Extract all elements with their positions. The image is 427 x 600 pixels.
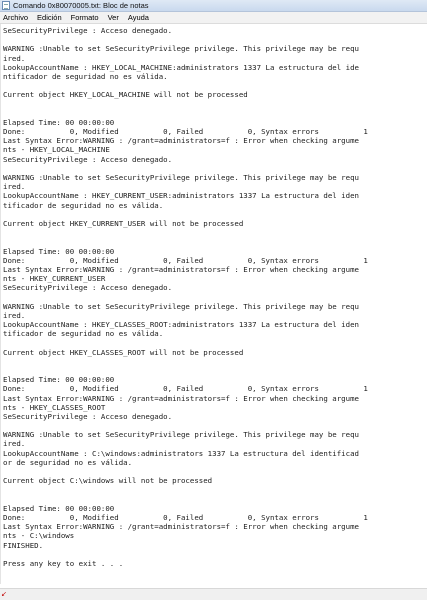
window-title: Comando 0x80070005.txt: Bloc de notas <box>13 1 149 10</box>
title-bar <box>0 0 427 12</box>
document-text[interactable]: SeSecurityPrivilege : Acceso denegado. WARNING :Unable to set SeSecurityPrivilege privilege. This privilege may be requ ired. LookupAccountName : HKEY_LOCAL_MACHINE:administrators 1337 La estructura del ide ntificador de seguridad no es válida. Current object HKEY_LOCAL_MACHINE will not be processed Elapsed Time: 00 00:00:00 Done: 0, Modified 0, Failed 0, Syntax errors 1 Last Syntax Error:WARNING : /grant=administrators=f : Error when checking argume nts - HKEY_LOCAL_MACHINE SeSecurityPrivilege : Acceso denegado. WARNING :Unable to set SeSecurityPrivilege privilege. This privilege may be requ ired. LookupAccountName : HKEY_CURRENT_USER:administrators 1337 La estructura del iden tificador de seguridad no es válida. Current object HKEY_CURRENT_USER will not be processed Elapsed Time: 00 00:00:00 Done: 0, Modified 0, Failed 0, Syntax errors 1 Last Syntax Error:WARNING : /grant=administrators=f : Error when checking argume nts - HKEY_CURRENT_USER SeSecurityPrivilege : Acceso denegado. WARNING :Unable to set SeSecurityPrivilege privilege. This privilege may be requ ired. LookupAccountName : HKEY_CLASSES_ROOT:administrators 1337 La estructura del iden tificador de seguridad no es válida. Current object HKEY_CLASSES_ROOT will not be processed Elapsed Time: 00 00:00:00 Done: 0, Modified 0, Failed 0, Syntax errors 1 Last Syntax Error:WARNING : /grant=administrators=f : Error when checking argume nts - HKEY_CLASSES_ROOT SeSecurityPrivilege : Acceso denegado. WARNING :Unable to set SeSecurityPrivilege privilege. This privilege may be requ ired. LookupAccountName : C:\windows:administrators 1337 La estructura del identificad or de seguridad no es válida. Current object C:\windows will not be processed Elapsed Time: 00 00:00:00 Done: 0, Modified 0, Failed 0, Syntax errors 1 Last Syntax Error:WARNING : /grant=administrators=f : Error when checking argume nts - C:\windows FINISHED. Press any key to exit . . . <box>3 26 368 568</box>
corner-arrow-icon: ↙ <box>1 590 7 598</box>
menu-formato[interactable]: Formato <box>70 13 99 22</box>
status-bar <box>0 588 427 600</box>
menu-ayuda[interactable]: Ayuda <box>127 13 149 22</box>
text-editor-area[interactable] <box>0 24 427 584</box>
notepad-icon <box>2 1 10 10</box>
menu-archivo[interactable]: Archivo <box>3 13 29 22</box>
menu-bar <box>0 12 427 24</box>
menu-edicion[interactable]: Edición <box>37 13 62 22</box>
menu-ver[interactable]: Ver <box>107 13 119 22</box>
